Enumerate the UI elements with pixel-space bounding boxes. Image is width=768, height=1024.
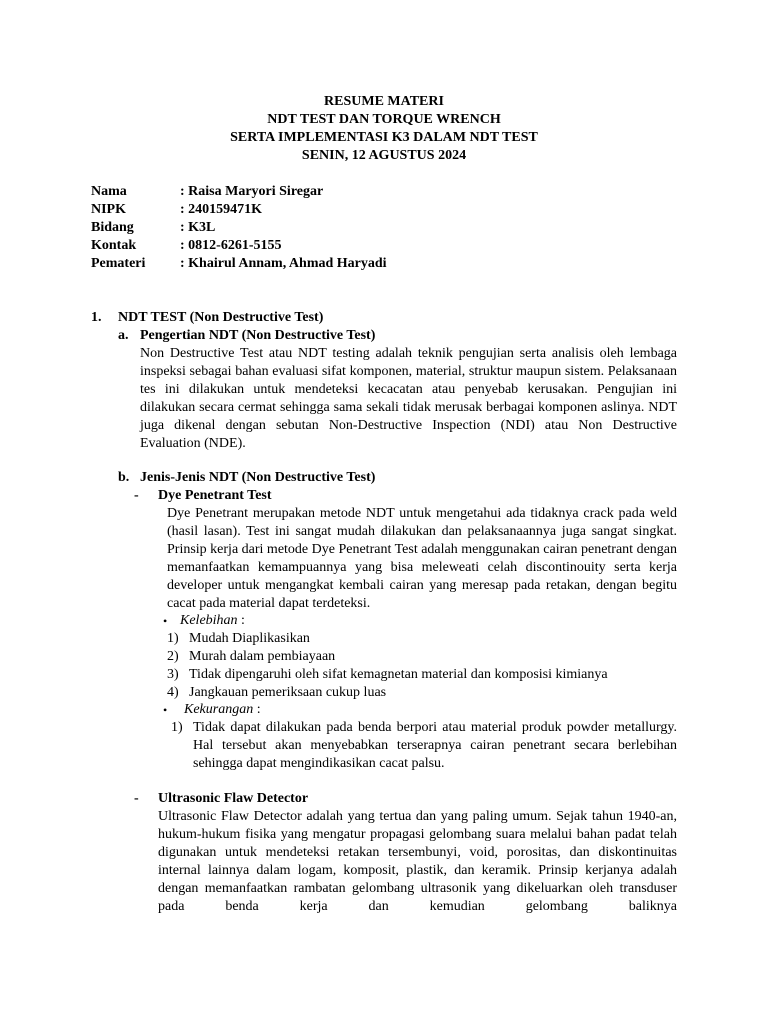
advantages-heading: Kelebihan : xyxy=(180,613,245,628)
info-value: : Raisa Maryori Siregar xyxy=(180,184,324,199)
list-number: 2) xyxy=(167,649,179,664)
list-number: 1) xyxy=(167,631,179,646)
list-item: Jangkauan pemeriksaan cukup luas xyxy=(189,685,387,700)
info-label: Kontak xyxy=(91,238,137,253)
list-number: 3) xyxy=(167,667,179,682)
method-paragraph: Dye Penetrant merupakan metode NDT untuk mengetahui ada tidaknya crack pada weld (hasil lasan). Test ini sangat mudah dilakukan dan pelaksanaannya juga sangat singkat. Prinsip kerja dari metode Dye Penetrant Test adalah menggunakan cairan penetrant dengan memanfaatkan kemampuannya yang bisa meleweati celah discontinouity serta kerja developer untuk mengangkat kembali cairan yang meresap pada retakan, dengan begitu cacat pada material dapat terdeteksi. xyxy=(167,506,677,611)
list-number: 1) xyxy=(171,720,183,735)
doc-title: RESUME MATERI xyxy=(324,94,444,109)
doc-subtitle-2: SERTA IMPLEMENTASI K3 DALAM NDT TEST xyxy=(230,130,538,145)
info-label: Bidang xyxy=(91,220,134,235)
doc-subtitle: NDT TEST DAN TORQUE WRENCH xyxy=(267,112,501,127)
list-number: 4) xyxy=(167,685,179,700)
info-value: : K3L xyxy=(180,220,216,235)
method-title: Ultrasonic Flaw Detector xyxy=(158,791,309,806)
list-item: Tidak dipengaruhi oleh sifat kemagnetan material dan komposisi kimianya xyxy=(189,667,608,682)
info-label: Pemateri xyxy=(91,256,146,271)
list-dash: - xyxy=(134,791,139,806)
info-label: Nama xyxy=(91,184,127,199)
info-label: NIPK xyxy=(91,202,126,217)
method-paragraph: Ultrasonic Flaw Detector adalah yang tertua dan yang paling umum. Sejak tahun 1940-an, hukum-hukum fisika yang mengatur propagasi gelombang suara melalui bahan padat telah digunakan untuk mendeteksi retakan tersembunyi, void, porositas, dan diskontinuitas internal lainnya dalam logam, komposit, plastik, dan keramik. Prinsip kerjanya adalah dengan memanfaatkan rambatan gelombang ultrasonik yang dikeluarkan oleh transduser pada benda kerja dan kemudian gelombang baliknya xyxy=(158,809,677,914)
section-title: NDT TEST (Non Destructive Test) xyxy=(118,310,324,325)
subsection-title: Jenis-Jenis NDT (Non Destructive Test) xyxy=(140,470,376,485)
bullet-icon: • xyxy=(163,703,168,717)
doc-date: SENIN, 12 AGUSTUS 2024 xyxy=(301,148,467,163)
info-value: : 0812-6261-5155 xyxy=(180,238,282,253)
method-title: Dye Penetrant Test xyxy=(158,488,272,503)
list-dash: - xyxy=(134,488,139,503)
section-number: 1. xyxy=(91,310,102,325)
list-item: Murah dalam pembiayaan xyxy=(189,649,336,664)
disadvantages-heading: Kekurangan : xyxy=(184,702,261,717)
info-value: : Khairul Annam, Ahmad Haryadi xyxy=(180,256,387,271)
subsection-title: Pengertian NDT (Non Destructive Test) xyxy=(140,328,376,343)
definition-paragraph: Non Destructive Test atau NDT testing adalah teknik pengujian serta analisis oleh lembaga inspeksi sebagai bahan evaluasi sifat komponen, material, struktur maupun sistem. Pelaksanaan tes ini dilakukan untuk mendeteksi kecacatan atau penyebab kerusakan. Pengujian ini dilakukan secara cermat sehingga sama sekali tidak merusak berbagai komponen aslinya. NDT juga dikenal dengan sebutan Non-Destructive Inspection (NDI) atau Non Destructive Evaluation (NDE). xyxy=(140,346,677,451)
list-item: Mudah Diaplikasikan xyxy=(189,631,310,646)
bullet-icon: • xyxy=(163,614,168,628)
info-value: : 240159471K xyxy=(180,202,263,217)
list-item: Tidak dapat dilakukan pada benda berpori atau material produk powder metallurgy. Hal tersebut akan menyebabkan terserapnya cairan penetrant secara berlebihan sehingga dapat mengindikasikan cacat palsu. xyxy=(193,720,677,771)
subsection-marker: b. xyxy=(118,470,130,485)
subsection-marker: a. xyxy=(118,328,129,343)
